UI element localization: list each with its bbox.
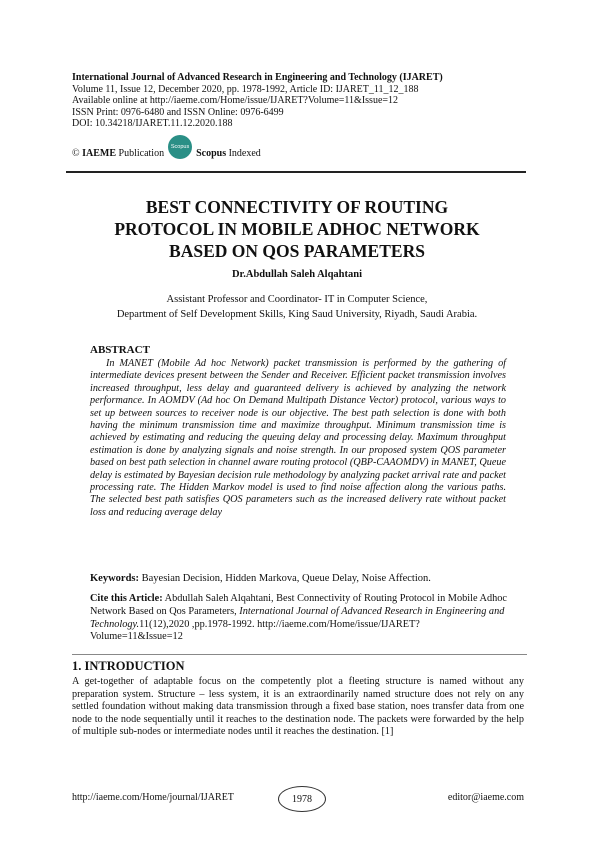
introduction-text: A get-together of adaptable focus on the competently plot a fleeting structure is named without any preparation system. Structure – less system, it is an extraordinarily named structure does not rely on any settled foundation without making data transmission through a fixed base station, noes transfer data from one node to the node sequentially until it reaches to the destination node. The packets were forwarded by the help of multiple sub-nodes or intermediate nodes until it reaches the destination. [1] [72,676,524,737]
header-divider [66,171,526,173]
available-online-line[interactable]: Available online at http://iaeme.com/Home/issue/IJARET?Volume=11&Issue=12 [72,95,399,107]
title-line: BEST CONNECTIVITY OF ROUTING [145,197,449,217]
volume-line: Volume 11, Issue 12, December 2020, pp. 1978-1992, Article ID: IJARET_11_12_188 [72,83,419,95]
publication-label: Publication [118,147,165,159]
keywords [90,573,510,584]
indexed-label: Indexed [228,147,261,159]
cite-text: Abdullah Saleh Alqahtani, Best Connectivity of Routing Protocol in Mobile Adhoc Network Based on Qos Parameters, [90,593,507,617]
footer-email[interactable]: editor@iaeme.com [447,792,524,803]
title-line: PROTOCOL IN MOBILE ADHOC NETWORK [114,219,480,239]
page-footer [72,786,524,810]
cite-url[interactable]: http://iaeme.com/Home/issue/IJARET?Volume=11&Issue=12 [90,618,420,643]
iaeme-label: IAEME [82,147,117,159]
author-name: Dr.Abdullah Saleh Alqahtani [231,269,363,280]
keywords-label: Keywords: [90,573,139,584]
abstract-text: In MANET (Mobile Ad hoc Network) packet transmission is performed by the gathering of intermediate devices present between the Sender and Receiver. Efficient packet transmission involves increased throughput, less delay and guaranteed delivery is achieved by analyzing the network performance. In AOMDV (Ad hoc On Demand Multipath Distance Vector) protocol, various ways to set up between sources to receiver node is our objective. The best path selection is done with both having the minimum transmission time and maximize throughput. Minimum transmission time is achieved by estimating and reducing the queuing delay and processing delay. Maximum throughput estimation is done by analyzing signals and noise strength. In our proposed system QOS parameter based on best path selection in channel aware routing protocol (QBP-CAAOMDV) in MANET, Queue delay is estimated by Bayesian decision rule methodology by analyzing packet arrival rate and packet processing rate. The Hidden Markov model is used to find noise affection along the various paths. The selected best path satisfies QOS parameters such as the increased delivery rate without packet loss and reducing average delay [90,358,506,518]
issn-line: ISSN Print: 0976-6480 and ISSN Online: 0976-6499 [72,106,284,118]
abstract-heading: ABSTRACT [90,344,150,356]
paper-title [72,196,522,262]
section-divider [72,654,527,655]
author-affiliation [72,292,522,322]
journal-header [72,72,532,130]
cite-journal: International Journal of Advanced Research in Engineering and Technology. [90,605,505,630]
keywords-text: Bayesian Decision, Hidden Markova, Queue Delay, Noise Affection. [141,573,431,584]
copyright-symbol: © [72,147,80,159]
citation-block [90,593,510,644]
scopus-badge-text: Scopus [170,144,190,150]
page-number: 1978 [278,786,326,812]
scopus-label: Scopus [196,147,227,159]
cite-label: Cite this Article: [90,593,163,604]
doi-line[interactable]: DOI: 10.34218/IJARET.11.12.2020.188 [72,118,233,130]
author-position: Assistant Professor and Coordinator- IT in Computer Science, [166,294,428,305]
author-department: Department of Self Development Skills, King Saud University, Riyadh, Saudi Arabia. [116,309,478,320]
scopus-logo-icon [168,135,192,159]
title-line: BASED ON QOS PARAMETERS [169,241,425,261]
section-heading: 1. INTRODUCTION [72,659,185,673]
journal-name: International Journal of Advanced Research in Engineering and Technology (IJARET) [72,72,443,83]
footer-journal-url[interactable]: http://iaeme.com/Home/journal/IJARET [72,792,234,803]
cite-details: 11(12),2020 ,pp.1978-1992. [139,618,255,630]
publisher-row [72,138,261,168]
